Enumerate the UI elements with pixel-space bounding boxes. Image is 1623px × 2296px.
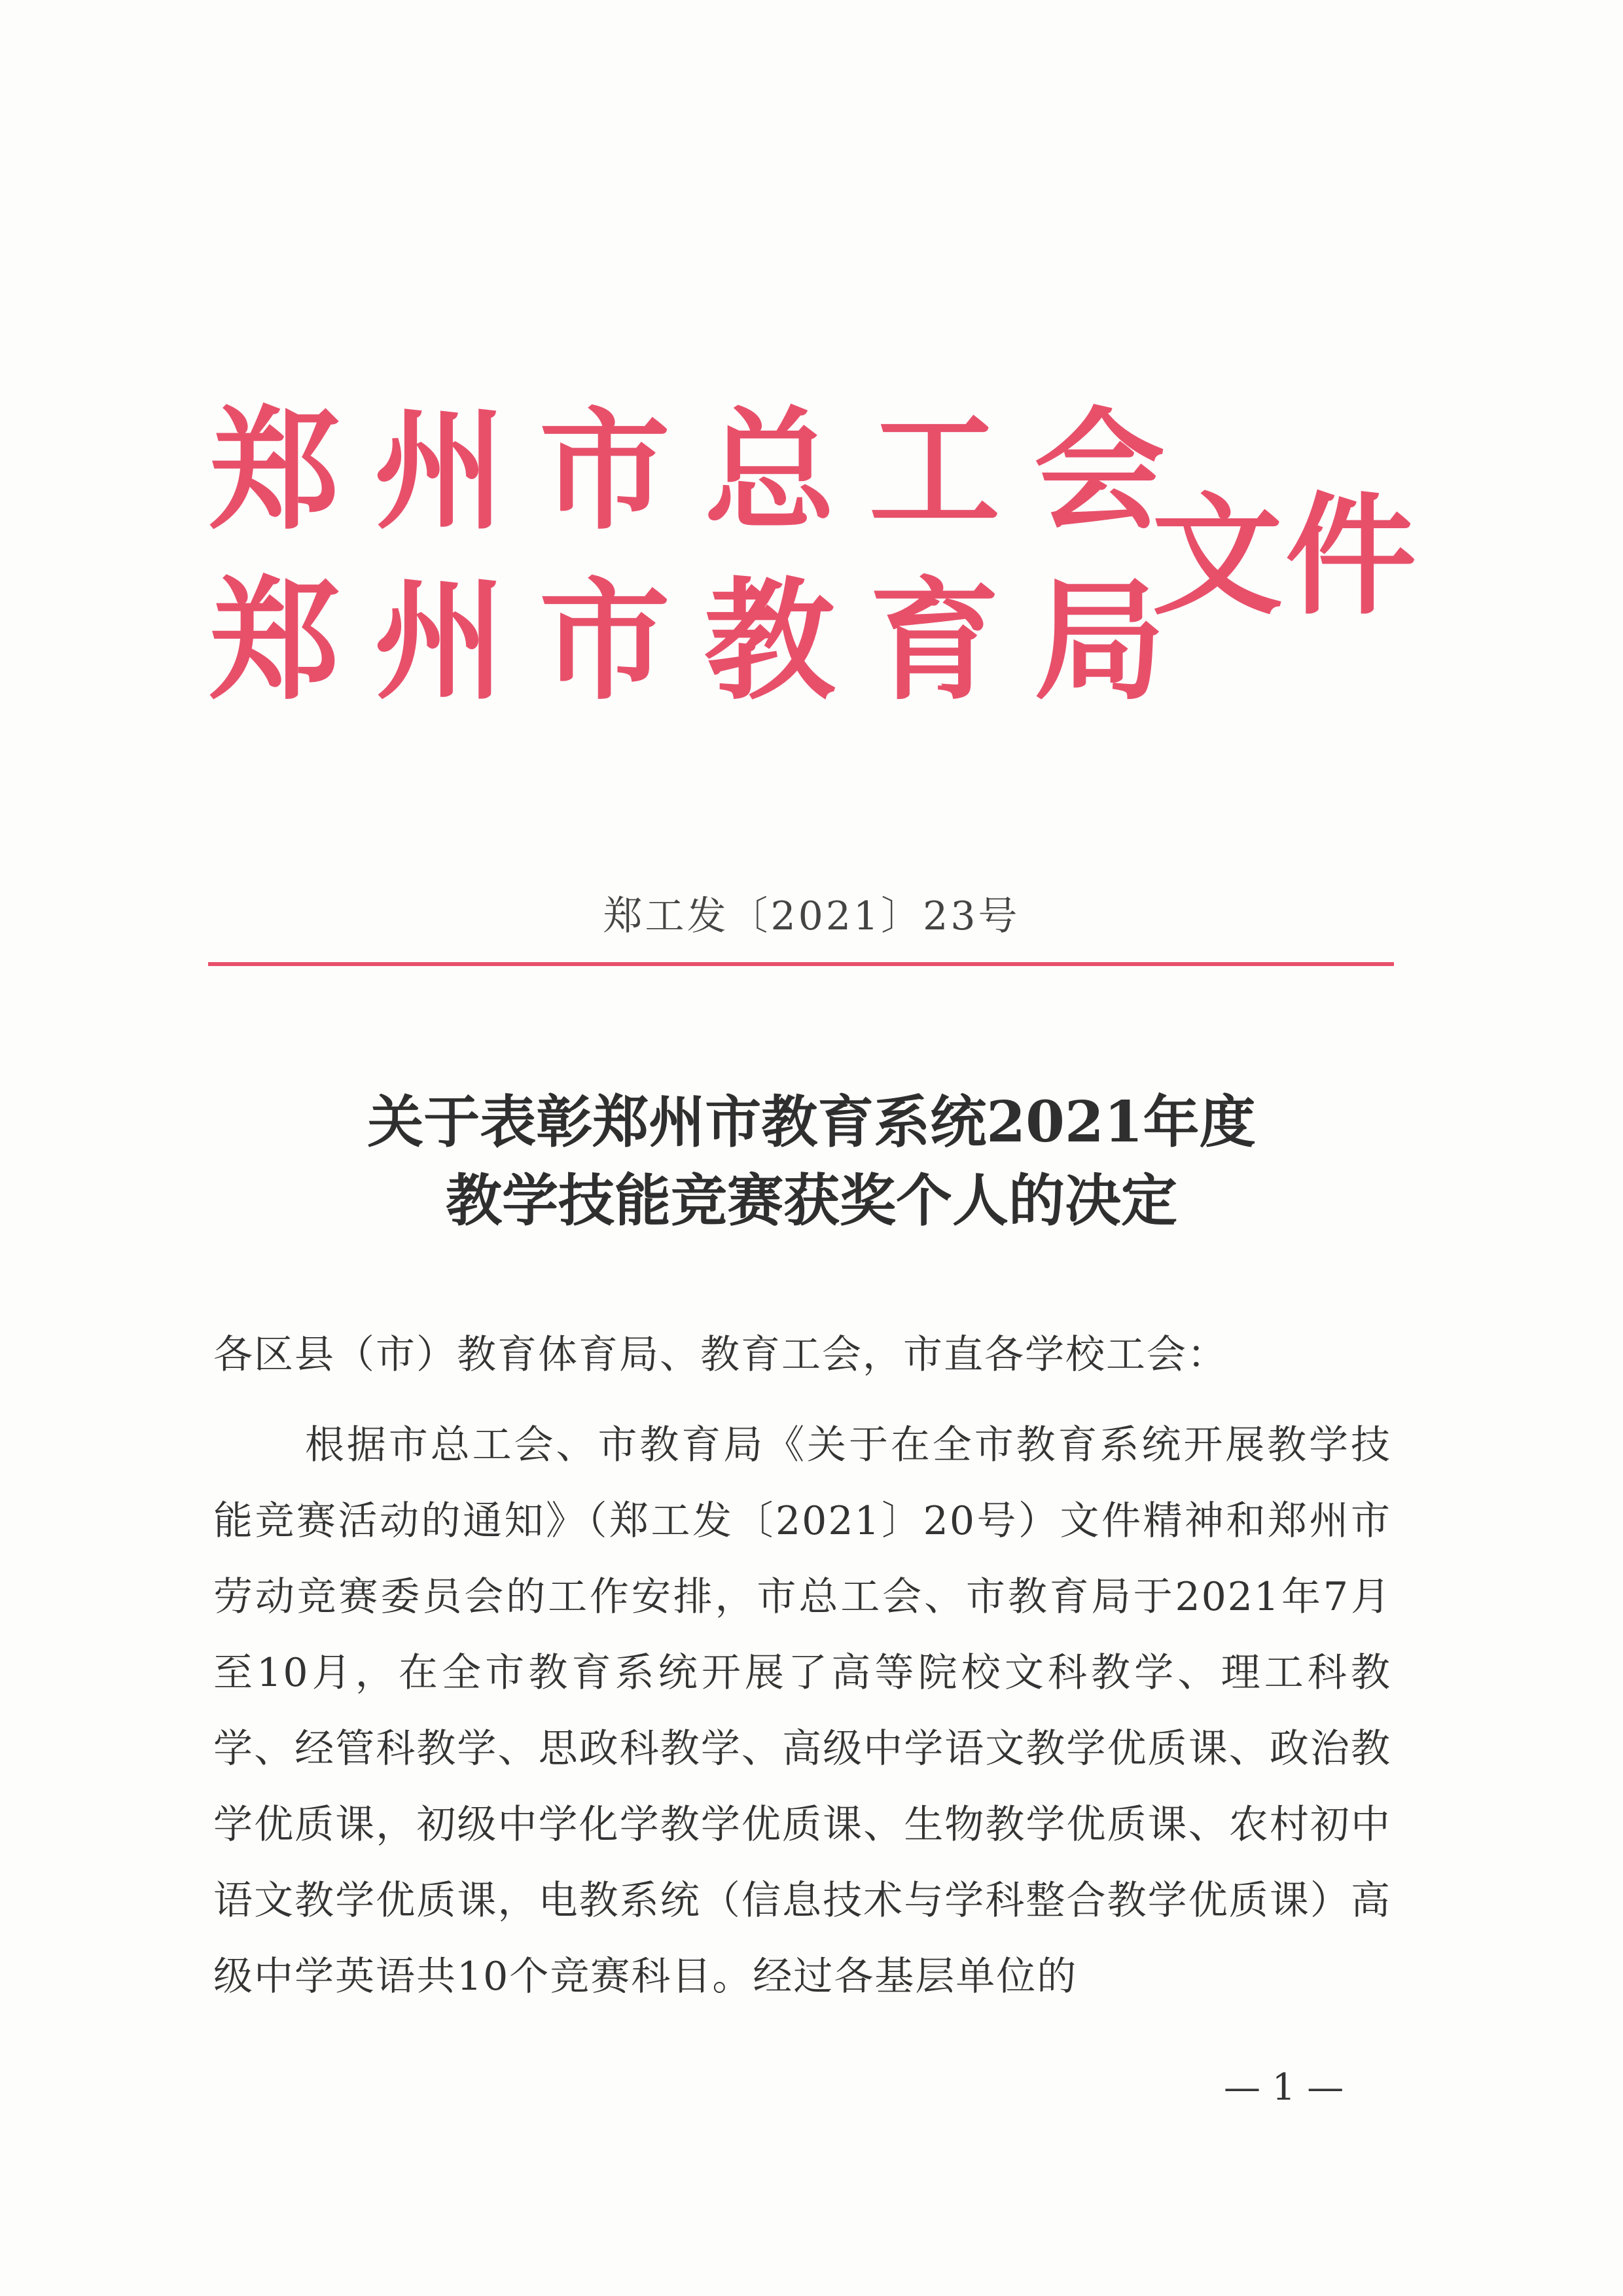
document-number: 郑工发〔2021〕23号 xyxy=(603,893,1020,939)
document-title-line-1: 关于表彰郑州市教育系统2021年度 xyxy=(367,1089,1256,1155)
red-divider-line xyxy=(208,962,1394,966)
salutation: 各区县（市）教育体育局、教育工会，市直各学校工会： xyxy=(213,1332,1228,1378)
body-paragraph: 根据市总工会、市教育局《关于在全市教育系统开展教学技能竞赛活动的通知》（郑工发〔2021〕20号）文件精神和郑州市劳动竞赛委员会的工作安排，市总工会、市教育局于2021年7月至10月，在全市教育系统开展了高等院校文科教学、理工科教学、经管科教学、思政科教学、高级中学语文教学优质课、政治教学优质课，初级中学化学教学优质课、生物教学优质课、农村初中语文教学优质课，电教系统（信息技术与学科整合教学优质课）高级中学英语共10个竞赛科目。经过各基层单位的 xyxy=(213,1422,1391,2000)
document-title-line-2: 教学技能竞赛获奖个人的决定 xyxy=(446,1168,1177,1234)
page-number: — 1 — xyxy=(1224,2066,1344,2109)
issuer-name-education-bureau: 郑州市教育局 xyxy=(209,564,1200,718)
issuer-name-labor-union: 郑州市总工会 xyxy=(209,394,1200,548)
document-type-label: 文件 xyxy=(1152,479,1419,633)
